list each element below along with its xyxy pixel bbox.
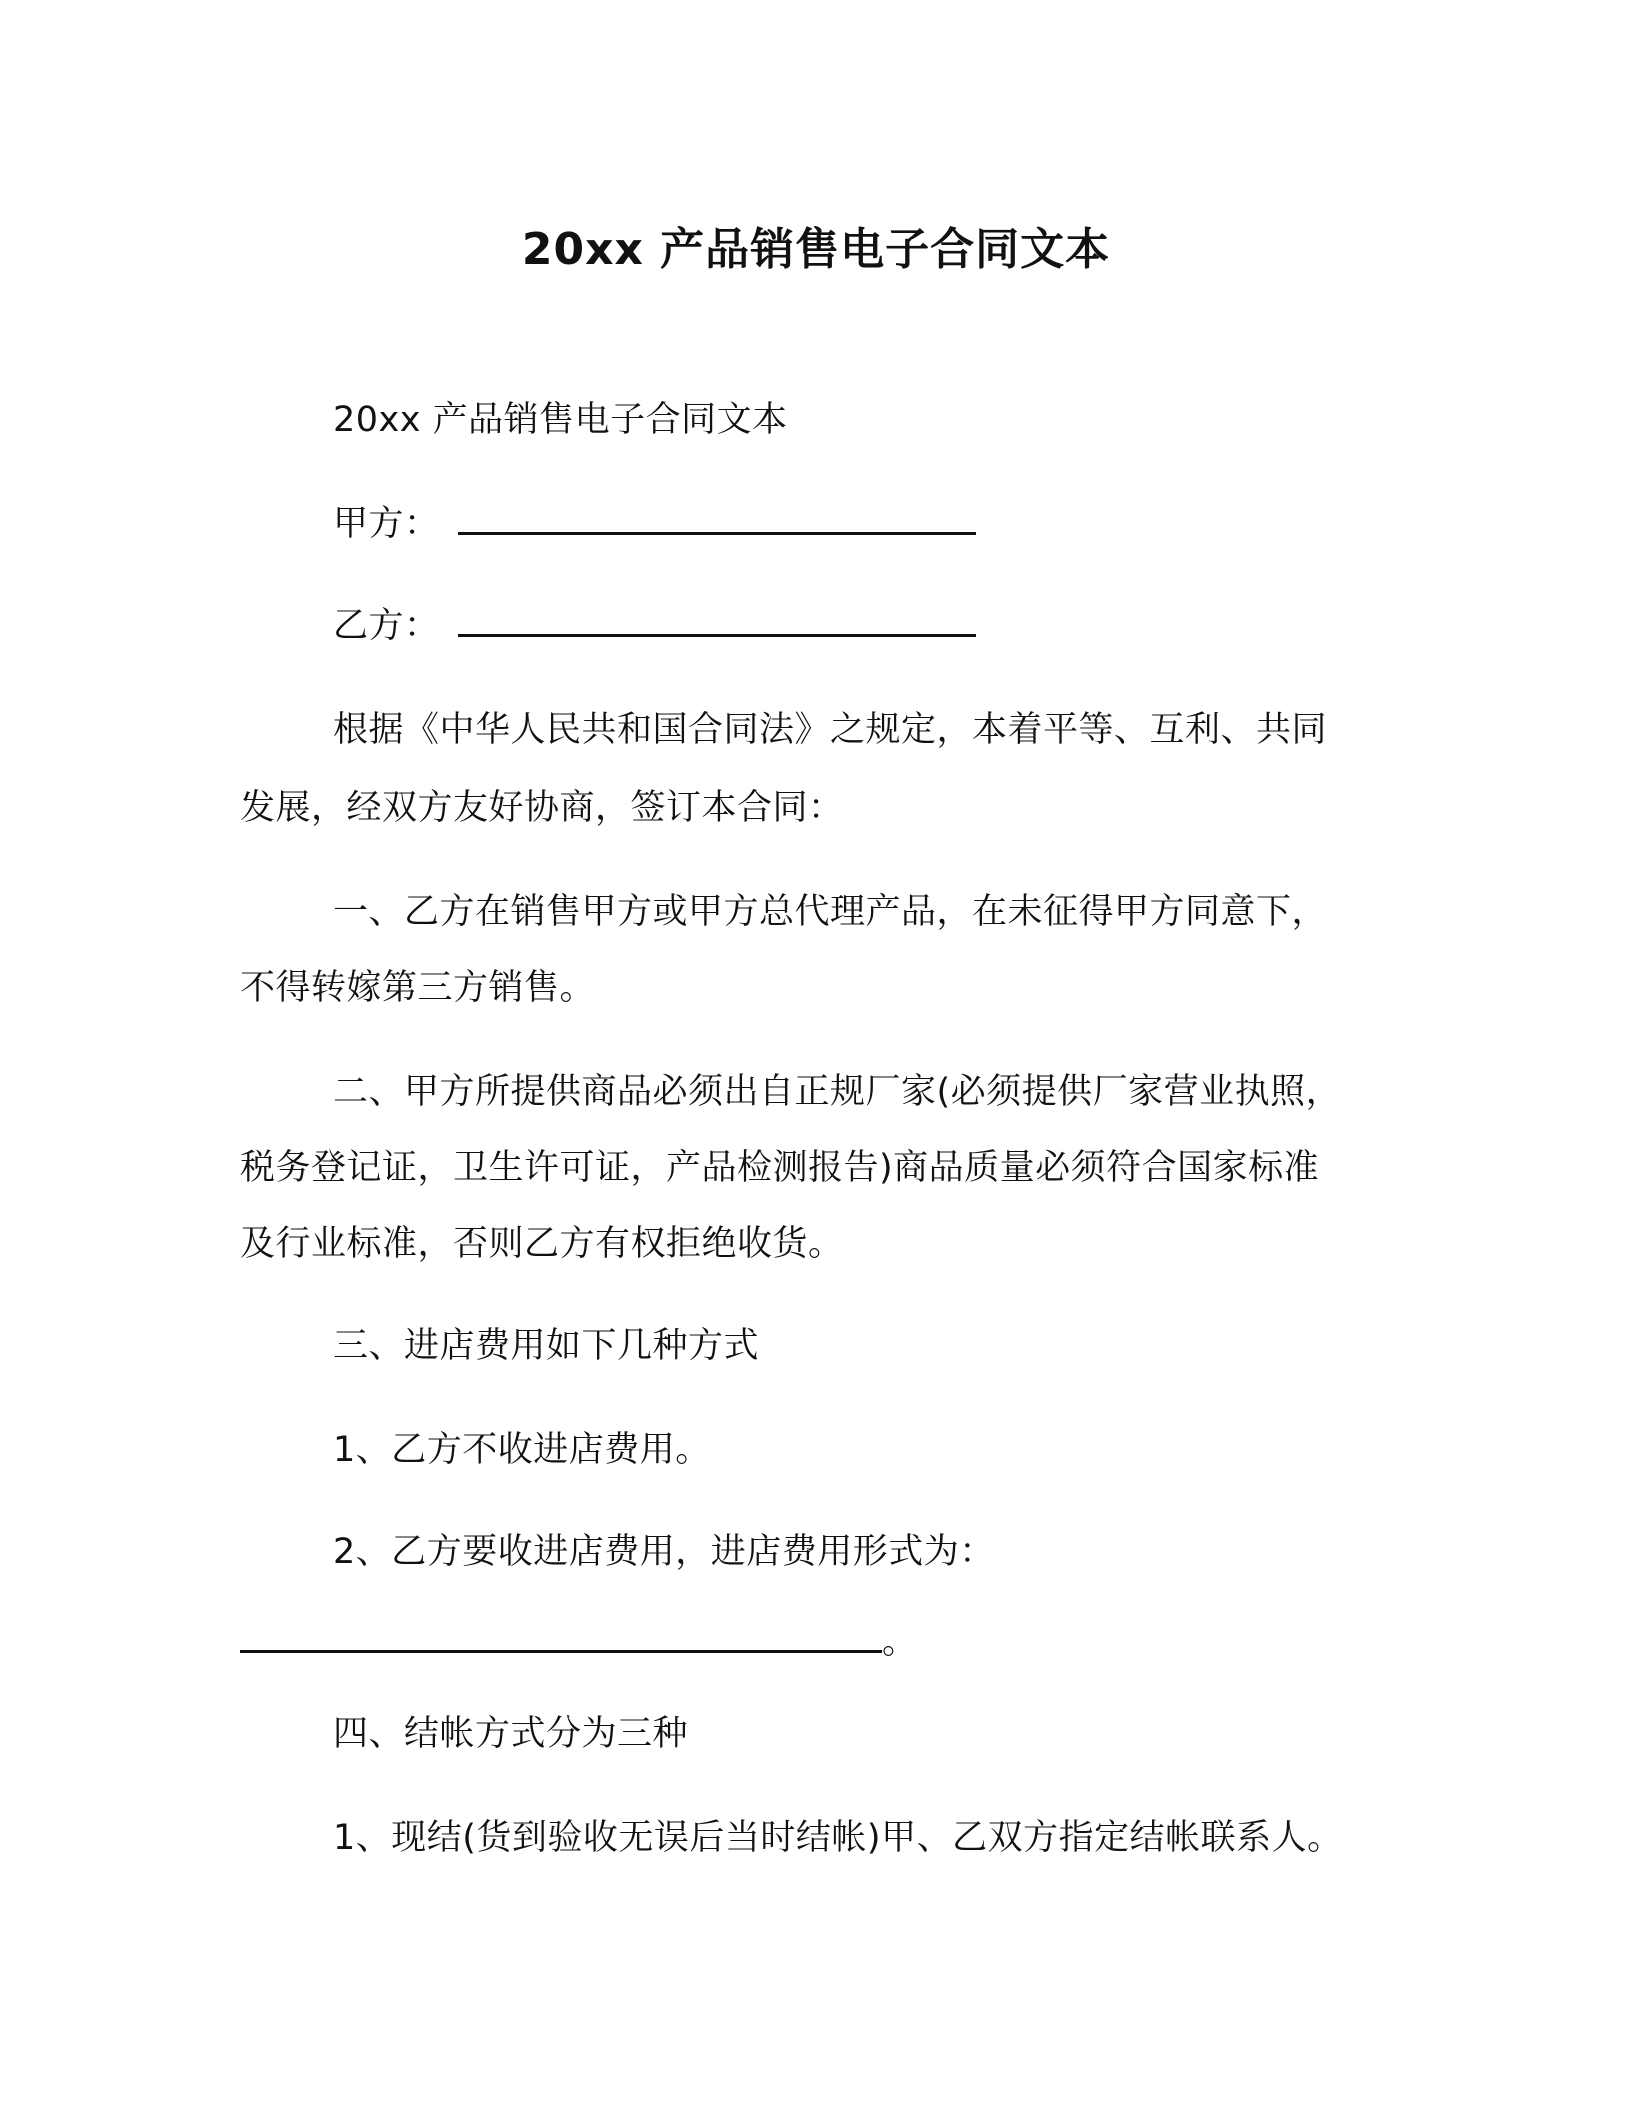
clause-2-line-2: 税务登记证，卫生许可证，产品检测报告)商品质量必须符合国家标准 bbox=[240, 1148, 1320, 1188]
party-a-blank bbox=[458, 504, 976, 535]
preamble-line-1: 根据《中华人民共和国合同法》之规定，本着平等、互利、共同 bbox=[333, 710, 1328, 750]
party-b-blank bbox=[458, 606, 976, 637]
clause-4-item-1: 1、现结(货到验收无误后当时结帐)甲、乙双方指定结帐联系人。 bbox=[333, 1818, 1343, 1858]
clause-2-line-1: 二、甲方所提供商品必须出自正规厂家(必须提供厂家营业执照， bbox=[333, 1072, 1342, 1112]
clause-4-heading: 四、结帐方式分为三种 bbox=[333, 1714, 689, 1754]
fee-form-end-mark: 。 bbox=[882, 1622, 918, 1662]
fee-form-blank bbox=[240, 1622, 882, 1653]
clause-3-item-1: 1、乙方不收进店费用。 bbox=[333, 1430, 711, 1470]
clause-1-line-1: 一、乙方在销售甲方或甲方总代理产品，在未征得甲方同意下， bbox=[333, 892, 1328, 932]
party-a-line bbox=[333, 500, 976, 548]
clause-3-heading: 三、进店费用如下几种方式 bbox=[333, 1326, 760, 1366]
document-title: 20xx 产品销售电子合同文本 bbox=[521, 224, 1111, 275]
preamble-line-2: 发展，经双方友好协商，签订本合同： bbox=[240, 788, 844, 828]
clause-3-item-2: 2、乙方要收进店费用，进店费用形式为： bbox=[333, 1532, 995, 1572]
clause-3-item-2-blank-line bbox=[240, 1618, 918, 1666]
clause-1-line-2: 不得转嫁第三方销售。 bbox=[240, 968, 596, 1008]
party-b-line bbox=[333, 602, 976, 650]
party-a-label: 甲方： bbox=[333, 504, 440, 544]
clause-2-line-3: 及行业标准，否则乙方有权拒绝收货。 bbox=[240, 1224, 844, 1264]
subtitle: 20xx 产品销售电子合同文本 bbox=[333, 400, 788, 440]
party-b-label: 乙方： bbox=[333, 606, 440, 646]
